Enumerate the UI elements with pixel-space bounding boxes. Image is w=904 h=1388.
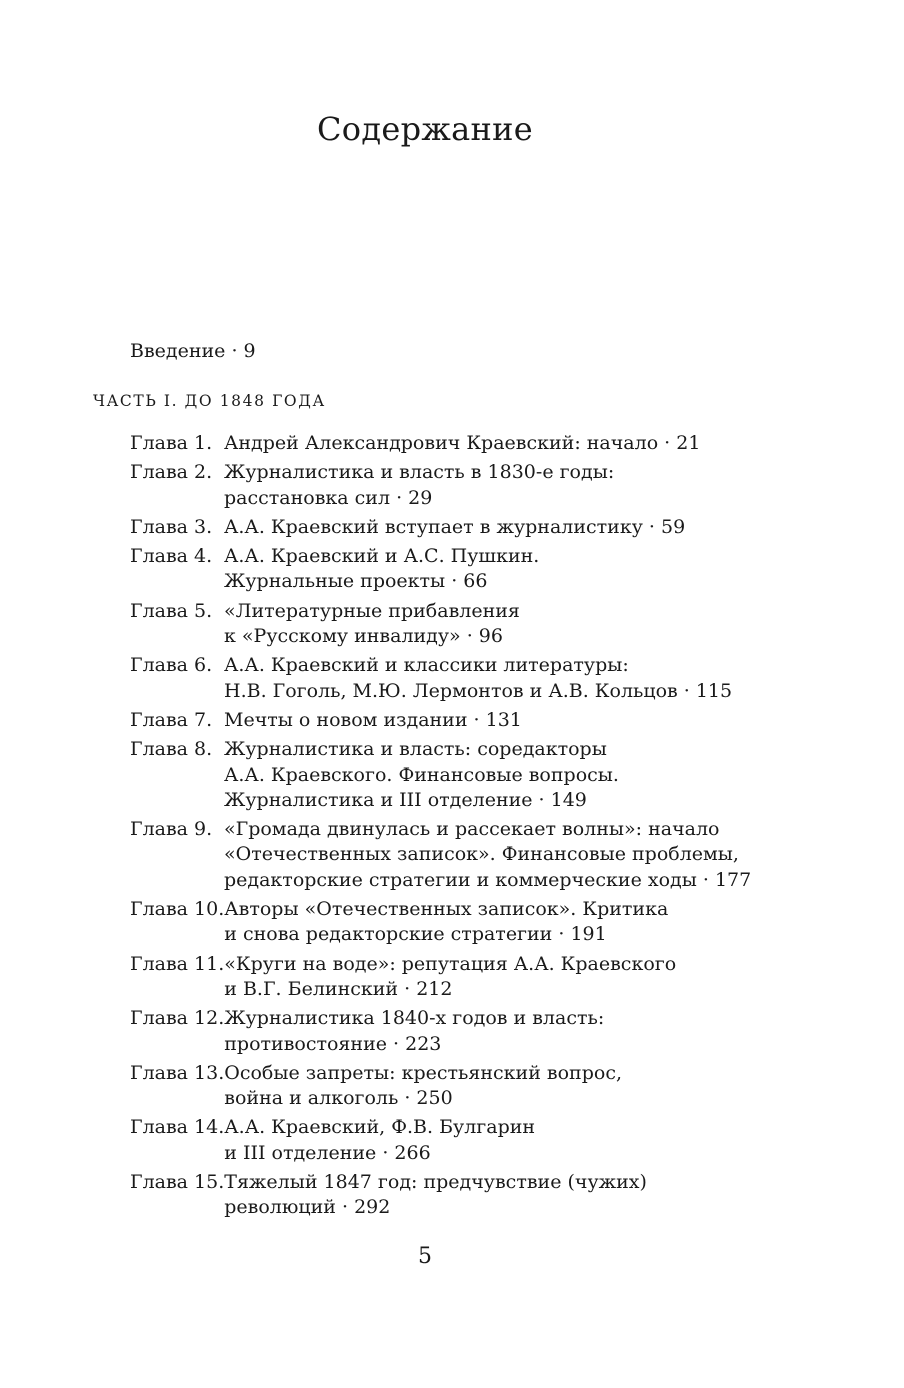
chapter-title: А.А. Краевский, Ф.В. Булгарин и III отделение · 266 — [224, 1116, 536, 1164]
chapter-number: Глава 1. — [130, 432, 213, 454]
chapter-number: Глава 3. — [130, 515, 213, 538]
chapter-number: Глава 11. — [130, 952, 225, 975]
toc-entry[interactable] — [130, 431, 780, 456]
chapter-number: Глава 7. — [130, 708, 213, 731]
chapter-number: Глава 10. — [130, 898, 225, 921]
toc-entry[interactable] — [130, 1115, 780, 1166]
toc-entry[interactable] — [130, 1061, 780, 1112]
toc-entry[interactable] — [130, 515, 780, 540]
part-heading: ЧАСТЬ I. ДО 1848 ГОДА — [93, 392, 326, 410]
toc-entry[interactable] — [130, 897, 780, 948]
toc-entry[interactable] — [130, 460, 780, 511]
toc-entry[interactable] — [130, 599, 780, 650]
chapter-title: Журналистика и власть в 1830-е годы: расстановка сил · 29 — [224, 461, 615, 509]
page-title: Содержание — [317, 110, 533, 148]
chapter-number: Глава 15. — [130, 1171, 225, 1194]
toc-entry[interactable] — [130, 817, 780, 893]
chapter-number: Глава 14. — [130, 1116, 225, 1139]
toc-chapter-list — [130, 431, 780, 1225]
chapter-number: Глава 6. — [130, 654, 213, 677]
chapter-title: Мечты о новом издании · 131 — [224, 708, 522, 731]
toc-entry[interactable] — [130, 708, 780, 733]
chapter-number: Глава 12. — [130, 1007, 225, 1030]
chapter-number: Глава 2. — [130, 461, 213, 484]
chapter-number: Глава 4. — [130, 545, 213, 568]
page-number: 5 — [418, 1244, 432, 1269]
chapter-title: А.А. Краевский и А.С. Пушкин. Журнальные проекты · 66 — [224, 545, 540, 593]
chapter-number: Глава 5. — [130, 599, 213, 622]
chapter-title: Тяжелый 1847 год: предчувствие (чужих) революций · 292 — [224, 1171, 647, 1219]
chapter-number: Глава 9. — [130, 818, 213, 841]
chapter-title: Журналистика 1840-х годов и власть: противостояние · 223 — [224, 1007, 605, 1055]
toc-entry[interactable] — [130, 544, 780, 595]
chapter-number: Глава 8. — [130, 738, 213, 761]
chapter-title: Андрей Александрович Краевский: начало · 21 — [224, 432, 701, 454]
chapter-title: «Литературные прибавления к «Русскому инвалиду» · 96 — [224, 599, 520, 648]
toc-entry[interactable] — [130, 952, 780, 1003]
chapter-number: Глава 13. — [130, 1061, 225, 1084]
chapter-title: А.А. Краевский и классики литературы: Н.В. Гоголь, М.Ю. Лермонтов и А.В. Кольцов · 115 — [224, 654, 733, 702]
toc-entry[interactable] — [130, 737, 780, 813]
toc-introduction[interactable]: Введение · 9 — [130, 340, 256, 362]
chapter-title: «Громада двинулась и рассекает волны»: начало «Отечественных записок». Финансовые проблемы, редакторские стратегии и коммерческие ходы · 177 — [224, 818, 752, 891]
toc-entry[interactable] — [130, 1170, 780, 1221]
chapter-title: А.А. Краевский вступает в журналистику · 59 — [224, 515, 686, 538]
chapter-title: Особые запреты: крестьянский вопрос, война и алкоголь · 250 — [224, 1061, 622, 1110]
chapter-title: «Круги на воде»: репутация А.А. Краевского и В.Г. Белинский · 212 — [224, 952, 677, 1000]
toc-entry[interactable] — [130, 653, 780, 704]
chapter-title: Журналистика и власть: соредакторы А.А. Краевского. Финансовые вопросы. Журналистика и III отделение · 149 — [224, 738, 619, 811]
chapter-title: Авторы «Отечественных записок». Критика и снова редакторские стратегии · 191 — [224, 898, 669, 946]
toc-entry[interactable] — [130, 1006, 780, 1057]
